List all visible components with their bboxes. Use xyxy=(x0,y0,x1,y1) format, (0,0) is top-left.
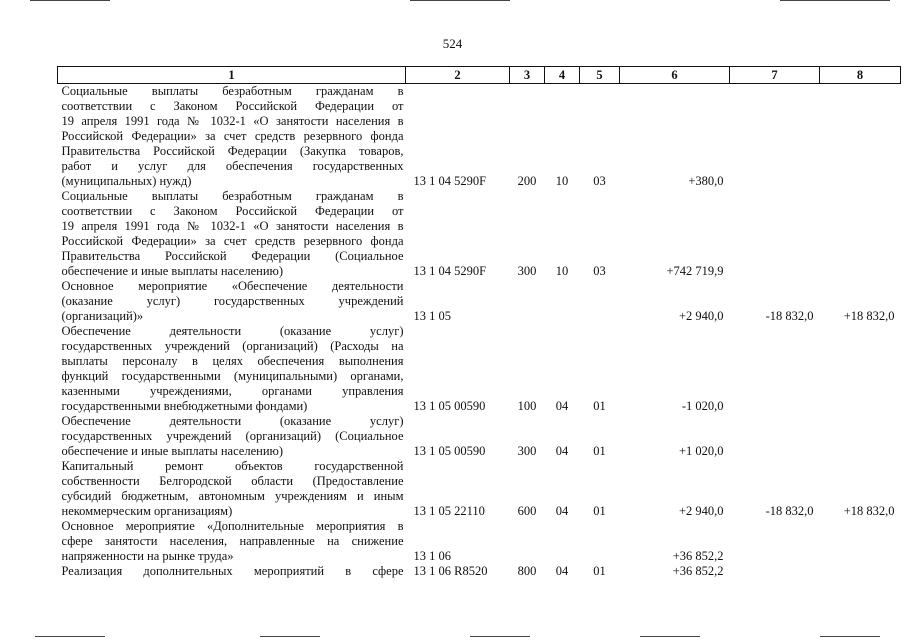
description-line: казенными учреждениями, органами управления xyxy=(61,384,404,398)
description-line: (оказание услуг) государственных учреждений xyxy=(61,294,404,308)
table-row xyxy=(58,279,901,324)
table-row xyxy=(58,414,901,459)
amount-col8 xyxy=(820,189,901,279)
top-edge-rule xyxy=(30,0,110,1)
amount-col6: +36 852,2 xyxy=(672,564,724,578)
row-description xyxy=(58,84,406,190)
expense-type-code: 300 xyxy=(517,264,537,278)
budget-classification-code: 13 1 05 22110 xyxy=(413,504,485,518)
top-edge-rule xyxy=(780,0,890,1)
amount-col6: +2 940,0 xyxy=(678,504,724,518)
description-line: Основное мероприятие «Дополнительные мероприятия в xyxy=(61,519,404,533)
amount-col8 xyxy=(820,414,901,459)
description-line: сфере занятости населения, направленные на снижение xyxy=(61,534,404,548)
expense-type-code: 200 xyxy=(517,174,537,188)
section-code: 04 xyxy=(555,444,569,458)
subsection-code: 01 xyxy=(593,444,606,458)
column-header: 7 xyxy=(730,67,820,84)
description-line: Правительства Российской Федерации (Социальное xyxy=(61,249,404,263)
amount-col8: +18 832,0 xyxy=(843,504,895,518)
amount-col7 xyxy=(730,519,820,564)
amount-col6: +742 719,9 xyxy=(666,264,724,278)
description-line: соответствии с Законом Российской Федерации от xyxy=(61,204,404,218)
description-line: напряженности на рынке труда» xyxy=(61,549,234,563)
bottom-edge-rule xyxy=(640,636,700,637)
bottom-edge-rule xyxy=(260,636,320,637)
description-line: Обеспечение деятельности (оказание услуг) xyxy=(61,324,404,338)
row-description xyxy=(58,414,406,459)
section-code xyxy=(545,519,580,564)
amount-col8 xyxy=(820,564,901,579)
page-number: 524 xyxy=(442,36,463,51)
description-line: субсидий бюджетным, автономным учреждениям и иным xyxy=(61,489,404,503)
subsection-code xyxy=(580,519,620,564)
subsection-code xyxy=(580,279,620,324)
row-description xyxy=(58,189,406,279)
amount-col6: -1 020,0 xyxy=(681,399,724,413)
amount-col7 xyxy=(730,324,820,414)
table-row xyxy=(58,84,901,190)
budget-classification-code: 13 1 06 R8520 xyxy=(413,564,488,578)
section-code xyxy=(545,279,580,324)
description-line: Капитальный ремонт объектов государственной xyxy=(61,459,404,473)
amount-col6: +2 940,0 xyxy=(678,309,724,323)
column-header: 2 xyxy=(406,67,510,84)
amount-col8 xyxy=(820,324,901,414)
budget-classification-code: 13 1 05 00590 xyxy=(413,399,486,413)
description-line: Социальные выплаты безработным гражданам в xyxy=(61,84,404,98)
amount-col8 xyxy=(820,84,901,190)
expense-type-code xyxy=(510,279,545,324)
description-line: Российской Федерации» за счет средств резервного фонда xyxy=(61,129,404,143)
column-header: 5 xyxy=(580,67,620,84)
budget-classification-code: 13 1 05 00590 xyxy=(413,444,486,458)
expense-type-code: 100 xyxy=(517,399,537,413)
top-edge-rule xyxy=(410,0,510,1)
row-description xyxy=(58,519,406,564)
bottom-edge-rule xyxy=(470,636,530,637)
description-line: (организаций)» xyxy=(61,309,144,323)
description-line: 19 апреля 1991 года № 1032-1 «О занятости населения в xyxy=(61,219,404,233)
description-line: Основное мероприятие «Обеспечение деятельности xyxy=(61,279,404,293)
description-line: выплаты персоналу в целях обеспечения выполнения xyxy=(61,354,404,368)
amount-col7 xyxy=(730,189,820,279)
expense-type-code: 600 xyxy=(517,504,537,518)
amount-col6: +380,0 xyxy=(688,174,724,188)
bottom-edge-rule xyxy=(35,636,105,637)
budget-table xyxy=(57,66,901,579)
section-code: 10 xyxy=(555,174,569,188)
description-line: государственными внебюджетными фондами) xyxy=(61,399,308,413)
amount-col6: +36 852,2 xyxy=(672,549,724,563)
amount-col7: -18 832,0 xyxy=(765,309,814,323)
description-line: обеспечение и иные выплаты населению) xyxy=(61,264,284,278)
description-line: Реализация дополнительных мероприятий в сфере xyxy=(61,564,404,578)
column-header: 4 xyxy=(545,67,580,84)
table-row xyxy=(58,189,901,279)
section-code: 04 xyxy=(555,564,569,578)
amount-col7 xyxy=(730,84,820,190)
row-description xyxy=(58,324,406,414)
amount-col7 xyxy=(730,414,820,459)
amount-col7 xyxy=(730,564,820,579)
table-row xyxy=(58,519,901,564)
bottom-edge-rule xyxy=(820,636,880,637)
table-row xyxy=(58,459,901,519)
description-line: Обеспечение деятельности (оказание услуг) xyxy=(61,414,404,428)
expense-type-code: 300 xyxy=(517,444,537,458)
description-line: обеспечение и иные выплаты населению) xyxy=(61,444,284,458)
description-line: функций государственными (муниципальными) органами, xyxy=(61,369,404,383)
subsection-code: 03 xyxy=(593,264,606,278)
section-code: 10 xyxy=(555,264,569,278)
subsection-code: 01 xyxy=(593,504,606,518)
subsection-code: 01 xyxy=(593,399,606,413)
row-description xyxy=(58,279,406,324)
description-line: собственности Белгородской области (Предоставление xyxy=(61,474,404,488)
amount-col8 xyxy=(820,519,901,564)
description-line: государственных учреждений (организаций) (Расходы на xyxy=(61,339,404,353)
description-line: государственных учреждений (организаций) (Социальное xyxy=(61,429,404,443)
column-header: 1 xyxy=(58,67,406,84)
subsection-code: 01 xyxy=(593,564,606,578)
table-row xyxy=(58,564,901,579)
row-description xyxy=(58,564,406,579)
description-line: (муниципальных) нужд) xyxy=(61,174,192,188)
section-code: 04 xyxy=(555,399,569,413)
description-line: Российской Федерации» за счет средств резервного фонда xyxy=(61,234,404,248)
row-description xyxy=(58,459,406,519)
column-header: 3 xyxy=(510,67,545,84)
budget-classification-code: 13 1 05 xyxy=(413,309,451,323)
budget-classification-code: 13 1 06 xyxy=(413,549,451,563)
column-header: 6 xyxy=(620,67,730,84)
description-line: соответствии с Законом Российской Федерации от xyxy=(61,99,404,113)
description-line: Правительства Российской Федерации (Закупка товаров, xyxy=(61,144,404,158)
subsection-code: 03 xyxy=(593,174,606,188)
table-header-row xyxy=(58,67,901,84)
amount-col8: +18 832,0 xyxy=(843,309,895,323)
description-line: Социальные выплаты безработным гражданам в xyxy=(61,189,404,203)
expense-type-code xyxy=(510,519,545,564)
expense-type-code: 800 xyxy=(517,564,537,578)
description-line: 19 апреля 1991 года № 1032-1 «О занятости населения в xyxy=(61,114,404,128)
budget-classification-code: 13 1 04 5290F xyxy=(413,174,487,188)
amount-col7: -18 832,0 xyxy=(765,504,814,518)
column-header: 8 xyxy=(820,67,901,84)
amount-col6: +1 020,0 xyxy=(678,444,724,458)
description-line: работ и услуг для обеспечения государственных xyxy=(61,159,404,173)
section-code: 04 xyxy=(555,504,569,518)
description-line: некоммерческим организациям) xyxy=(61,504,233,518)
budget-classification-code: 13 1 04 5290F xyxy=(413,264,487,278)
table-row xyxy=(58,324,901,414)
